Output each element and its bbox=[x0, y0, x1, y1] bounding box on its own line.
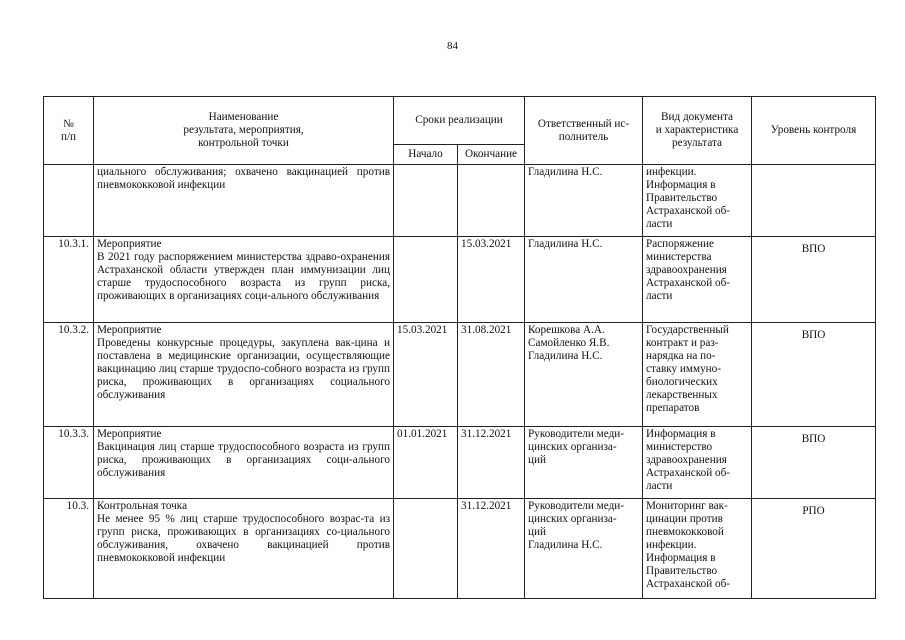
row-name: Мероприятие Проведены конкурсные процедуры, закуплена вак-цина и поставлена в медицинские организации, осуществляющие вакцинацию лиц старше трудоспо-собного возраста из групп риска, проживающих в организациях социального обслуживания bbox=[94, 323, 394, 427]
row-start bbox=[394, 165, 458, 237]
header-control-level: Уровень контроля bbox=[752, 97, 876, 165]
row-end: 31.08.2021 bbox=[458, 323, 525, 427]
row-responsible: Корешкова А.А. Самойленко Я.В. Гладилина Н.С. bbox=[525, 323, 643, 427]
row-name: Контрольная точка Не менее 95 % лиц старше трудоспособного возрас-та из групп риска, проживающих в организациях со-циального обслуживания, охвачено вакцинацией против пневмококковой инфекции bbox=[94, 499, 394, 599]
row-responsible: Гладилина Н.С. bbox=[525, 237, 643, 323]
row-document: Государственный контракт и раз- нарядка на по- ставку иммуно- биологических лекарственных препаратов bbox=[643, 323, 752, 427]
row-start: 01.01.2021 bbox=[394, 427, 458, 499]
implementation-plan-table bbox=[43, 96, 876, 599]
row-document: Распоряжение министерства здравоохранения Астраханской об- ласти bbox=[643, 237, 752, 323]
row-end bbox=[458, 165, 525, 237]
header-name: Наименование результата, мероприятия, контрольной точки bbox=[94, 97, 394, 165]
row-responsible: Руководители меди- цинских организа- ций bbox=[525, 427, 643, 499]
header-start: Начало bbox=[394, 145, 458, 165]
row-end: 31.12.2021 bbox=[458, 499, 525, 599]
row-start: 15.03.2021 bbox=[394, 323, 458, 427]
row-number: 10.3.3. bbox=[44, 427, 94, 499]
table-row bbox=[44, 237, 876, 323]
row-responsible: Руководители меди- цинских организа- ций Гладилина Н.С. bbox=[525, 499, 643, 599]
row-number bbox=[44, 165, 94, 237]
header-timing: Сроки реализации bbox=[394, 97, 525, 145]
row-end: 31.12.2021 bbox=[458, 427, 525, 499]
row-control-level: ВПО bbox=[752, 237, 876, 323]
header-document: Вид документа и характеристика результата bbox=[643, 97, 752, 165]
table-row bbox=[44, 323, 876, 427]
row-responsible: Гладилина Н.С. bbox=[525, 165, 643, 237]
row-document: Информация в министерство здравоохранения Астраханской об- ласти bbox=[643, 427, 752, 499]
table-row bbox=[44, 499, 876, 599]
row-control-level: ВПО bbox=[752, 323, 876, 427]
row-number: 10.3.2. bbox=[44, 323, 94, 427]
header-end: Окончание bbox=[458, 145, 525, 165]
row-number: 10.3. bbox=[44, 499, 94, 599]
row-start bbox=[394, 237, 458, 323]
row-name: циального обслуживания; охвачено вакцинацией против пневмококковой инфекции bbox=[94, 165, 394, 237]
row-number: 10.3.1. bbox=[44, 237, 94, 323]
row-control-level bbox=[752, 165, 876, 237]
row-name: Мероприятие В 2021 году распоряжением министерства здраво-охранения Астраханской области утвержден план иммунизации лиц старше трудоспособного возраста из групп риска, проживающих в организациях соци-ального обслуживания bbox=[94, 237, 394, 323]
row-end: 15.03.2021 bbox=[458, 237, 525, 323]
table-row bbox=[44, 427, 876, 499]
page-number: 84 bbox=[447, 40, 458, 52]
row-start bbox=[394, 499, 458, 599]
table-row bbox=[44, 165, 876, 237]
row-control-level: РПО bbox=[752, 499, 876, 599]
row-control-level: ВПО bbox=[752, 427, 876, 499]
header-number: № п/п bbox=[44, 97, 94, 165]
row-document: инфекции. Информация в Правительство Астраханской об- ласти bbox=[643, 165, 752, 237]
row-name: Мероприятие Вакцинация лиц старше трудоспособного возраста из групп риска, проживающих в организациях соци-ального обслуживания bbox=[94, 427, 394, 499]
header-responsible: Ответственный ис- полнитель bbox=[525, 97, 643, 165]
row-document: Мониторинг вак- цинации против пневмококковой инфекции. Информация в Правительство Астраханской об- bbox=[643, 499, 752, 599]
